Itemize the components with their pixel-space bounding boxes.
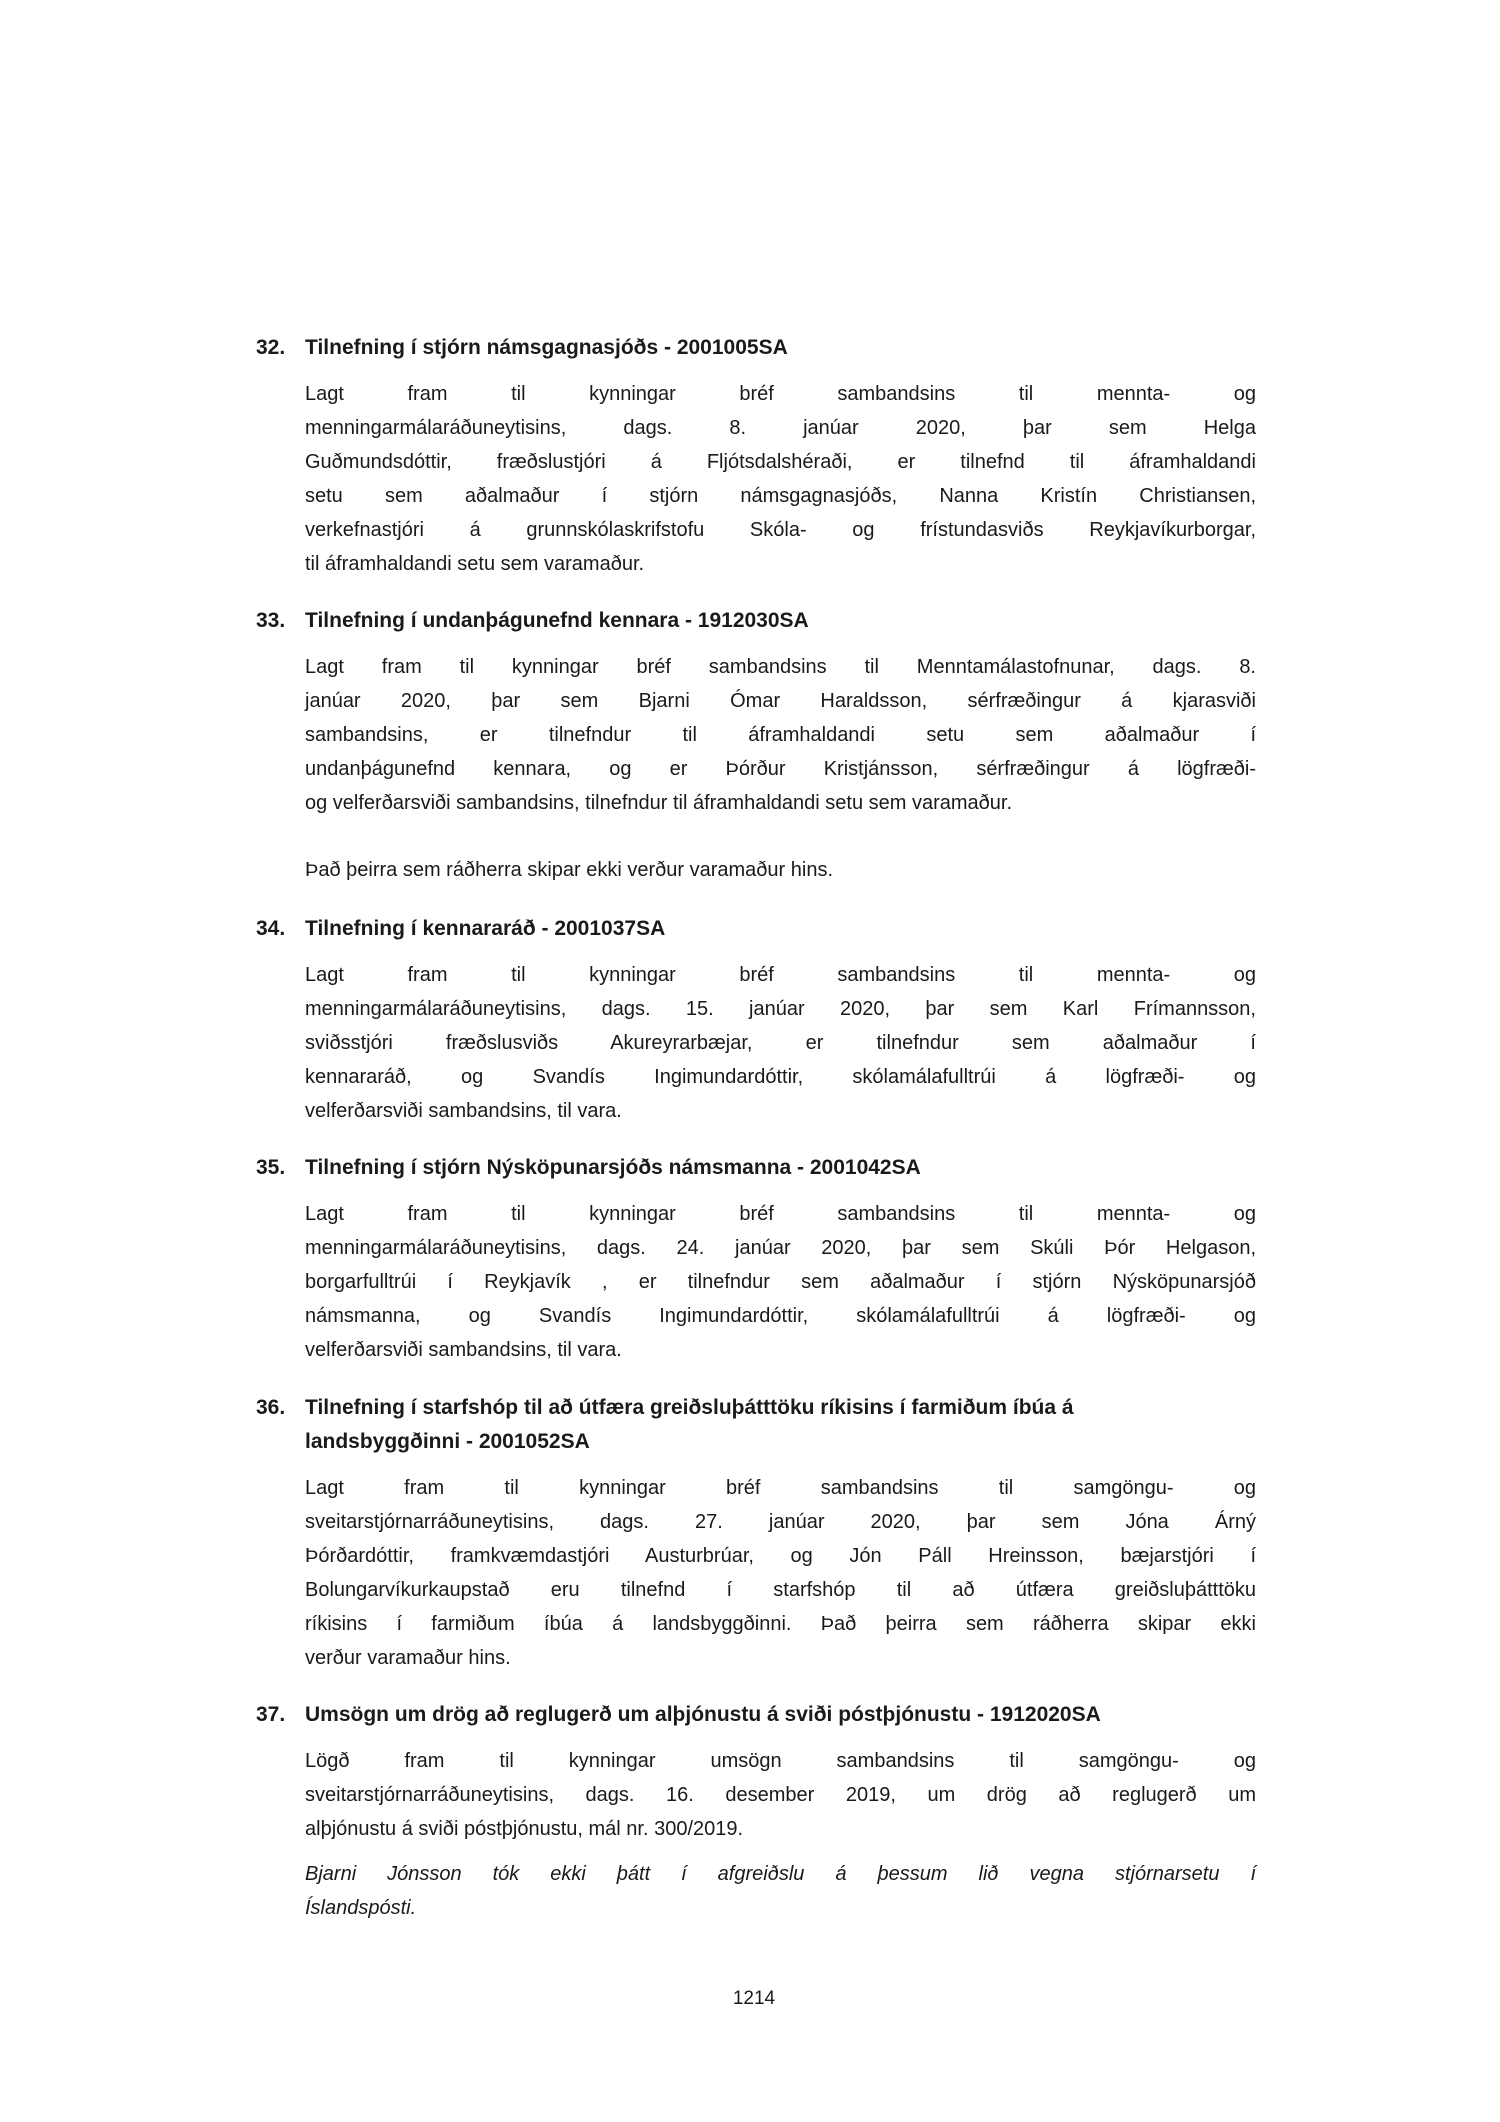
text-line: Lagt fram til kynningar bréf sambandsins til samgöngu- og: [305, 1477, 1256, 1499]
text-line: menningarmálaráðuneytisins, dags. 8. janúar 2020, þar sem Helga: [305, 417, 1256, 439]
agenda-item: [256, 1151, 1256, 1367]
item-title: [305, 1698, 1256, 1732]
item-title-line: Umsögn um drög að reglugerð um alþjónustu á sviði póstþjónustu - 1912020SA: [305, 1703, 1101, 1726]
italic-note: [305, 1857, 1256, 1925]
item-body: [305, 1197, 1256, 1367]
page-number: 1214: [732, 1988, 776, 2009]
item-number: 33.: [256, 609, 286, 632]
item-title: [305, 1151, 1256, 1185]
text-line: sviðsstjóri fræðslusviðs Akureyrarbæjar, er tilnefndur sem aðalmaður í: [305, 1032, 1256, 1054]
text-line: alþjónustu á sviði póstþjónustu, mál nr. 300/2019.: [305, 1818, 744, 1840]
text-line: velferðarsviði sambandsins, til vara.: [305, 1100, 622, 1122]
paragraph: [305, 958, 1256, 1128]
text-line: ríkisins í farmiðum íbúa á landsbyggðinni. Það þeirra sem ráðherra skipar ekki: [305, 1613, 1256, 1635]
agenda-item: [256, 912, 1256, 1128]
text-line: setu sem aðalmaður í stjórn námsgagnasjóðs, Nanna Kristín Christiansen,: [305, 485, 1256, 507]
item-title-line: Tilnefning í starfshóp til að útfæra greiðsluþátttöku ríkisins í farmiðum íbúa á: [305, 1396, 1074, 1419]
item-title: [305, 912, 1256, 946]
text-line: Íslandspósti.: [305, 1897, 417, 1919]
text-line: verður varamaður hins.: [305, 1647, 511, 1669]
text-line: Þórðardóttir, framkvæmdastjóri Austurbrúar, og Jón Páll Hreinsson, bæjarstjóri í: [305, 1545, 1256, 1567]
text-line: sambandsins, er tilnefndur til áframhaldandi setu sem aðalmaður í: [305, 724, 1256, 746]
text-line: menningarmálaráðuneytisins, dags. 15. janúar 2020, þar sem Karl Frímannsson,: [305, 998, 1256, 1020]
item-title: [305, 604, 1256, 638]
item-body: [305, 1744, 1256, 1925]
item-number: 36.: [256, 1396, 286, 1419]
text-line: janúar 2020, þar sem Bjarni Ómar Haraldsson, sérfræðingur á kjarasviði: [305, 690, 1256, 712]
text-line: Lögð fram til kynningar umsögn sambandsins til samgöngu- og: [305, 1750, 1256, 1772]
text-line: verkefnastjóri á grunnskólaskrifstofu Skóla- og frístundasviðs Reykjavíkurborgar,: [305, 519, 1256, 541]
agenda-item: [256, 1391, 1256, 1675]
agenda-item: [256, 1698, 1256, 1925]
item-body: [305, 377, 1256, 581]
item-title-line: Tilnefning í kennararáð - 2001037SA: [305, 917, 666, 940]
text-line: velferðarsviði sambandsins, til vara.: [305, 1339, 622, 1361]
text-line: kennararáð, og Svandís Ingimundardóttir, skólamálafulltrúi á lögfræði- og: [305, 1066, 1256, 1088]
paragraph: [305, 377, 1256, 581]
paragraph: [305, 1197, 1256, 1367]
paragraph: [305, 650, 1256, 820]
item-title: [305, 1391, 1256, 1459]
text-line: Bolungarvíkurkaupstað eru tilnefnd í starfshóp til að útfæra greiðsluþátttöku: [305, 1579, 1256, 1601]
agenda-item: [256, 604, 1256, 887]
text-line: borgarfulltrúi í Reykjavík , er tilnefndur sem aðalmaður í stjórn Nýsköpunarsjóð: [305, 1271, 1256, 1293]
item-body: [305, 1471, 1256, 1675]
item-title-line: landsbyggðinni - 2001052SA: [305, 1430, 590, 1453]
item-body: [305, 958, 1256, 1128]
agenda-item: [256, 331, 1256, 581]
text-line: Lagt fram til kynningar bréf sambandsins til mennta- og: [305, 383, 1256, 405]
text-line: Lagt fram til kynningar bréf sambandsins til Menntamálastofnunar, dags. 8.: [305, 656, 1256, 678]
item-title: [305, 331, 1256, 365]
text-line: Lagt fram til kynningar bréf sambandsins til mennta- og: [305, 1203, 1256, 1225]
text-line: sveitarstjórnarráðuneytisins, dags. 27. janúar 2020, þar sem Jóna Árný: [305, 1511, 1256, 1533]
item-number: 34.: [256, 917, 286, 940]
text-line: Lagt fram til kynningar bréf sambandsins til mennta- og: [305, 964, 1256, 986]
paragraph: [305, 853, 1256, 887]
item-number: 35.: [256, 1156, 286, 1179]
item-number: 32.: [256, 336, 286, 359]
text-line: menningarmálaráðuneytisins, dags. 24. janúar 2020, þar sem Skúli Þór Helgason,: [305, 1237, 1256, 1259]
item-body: [305, 650, 1256, 887]
text-line: og velferðarsviði sambandsins, tilnefndur til áframhaldandi setu sem varamaður.: [305, 792, 1013, 814]
item-number: 37.: [256, 1703, 286, 1726]
text-line: Það þeirra sem ráðherra skipar ekki verður varamaður hins.: [305, 859, 833, 881]
text-line: til áframhaldandi setu sem varamaður.: [305, 553, 645, 575]
text-line: sveitarstjórnarráðuneytisins, dags. 16. desember 2019, um drög að reglugerð um: [305, 1784, 1256, 1806]
paragraph: [305, 1471, 1256, 1675]
item-title-line: Tilnefning í stjórn námsgagnasjóðs - 2001005SA: [305, 336, 788, 359]
item-title-line: Tilnefning í stjórn Nýsköpunarsjóðs námsmanna - 2001042SA: [305, 1156, 921, 1179]
text-line: námsmanna, og Svandís Ingimundardóttir, skólamálafulltrúi á lögfræði- og: [305, 1305, 1256, 1327]
text-line: Bjarni Jónsson tók ekki þátt í afgreiðslu á þessum lið vegna stjórnarsetu í: [305, 1863, 1256, 1885]
item-title-line: Tilnefning í undanþágunefnd kennara - 1912030SA: [305, 609, 809, 632]
text-line: undanþágunefnd kennara, og er Þórður Kristjánsson, sérfræðingur á lögfræði-: [305, 758, 1256, 780]
paragraph: [305, 1744, 1256, 1846]
text-line: Guðmundsdóttir, fræðslustjóri á Fljótsdalshéraði, er tilnefnd til áframhaldandi: [305, 451, 1256, 473]
